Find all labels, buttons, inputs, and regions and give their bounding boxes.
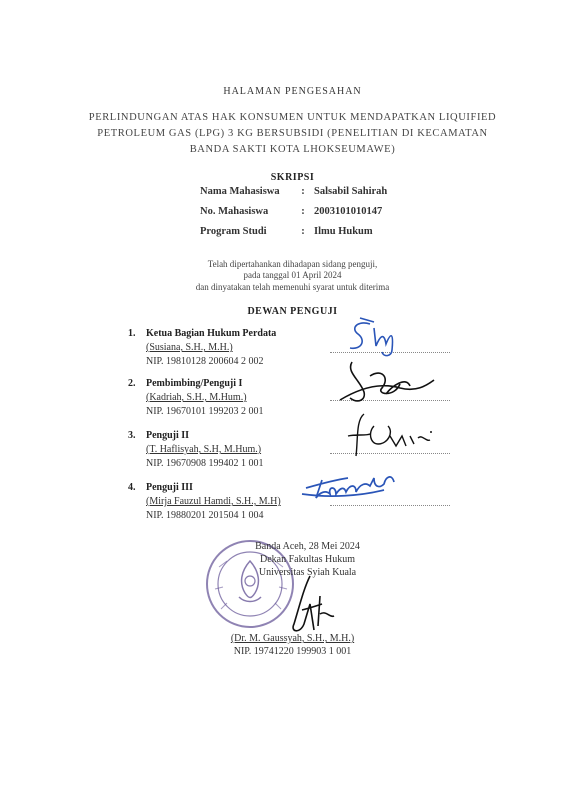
dean-nip: NIP. 19741220 199903 1 001 bbox=[233, 646, 352, 657]
examiner-nip: NIP. 19670101 199203 2 001 bbox=[146, 406, 264, 417]
examiner-name: (T. Haflisyah, S.H, M.Hum.) bbox=[146, 444, 262, 455]
examiner-name: (Kadriah, S.H., M.Hum.) bbox=[146, 392, 247, 403]
examiner-number: 1. bbox=[128, 328, 136, 339]
examiner-role: Ketua Bagian Hukum Perdata bbox=[146, 328, 277, 339]
examiner-board-heading: DEWAN PENGUJI bbox=[247, 306, 338, 317]
university-name: Universitas Syiah Kuala bbox=[258, 567, 357, 578]
study-program-label: Program Studi bbox=[200, 226, 267, 237]
student-number-row bbox=[200, 202, 387, 222]
student-number-value: 2003101010147 bbox=[314, 206, 383, 217]
thesis-title-line-3: BANDA SAKTI KOTA LHOKSEUMAWE) bbox=[189, 144, 396, 155]
thesis-title-line-1: PERLINDUNGAN ATAS HAK KONSUMEN UNTUK MENDAPATKAN LIQUIFIED bbox=[88, 112, 497, 123]
student-name-value: Salsabil Sahirah bbox=[314, 186, 388, 197]
document-type: SKRIPSI bbox=[270, 172, 315, 183]
examiner-role: Penguji II bbox=[146, 430, 190, 441]
dean-name: (Dr. M. Gaussyah, S.H., M.H.) bbox=[230, 633, 355, 644]
signature-examiner-1 bbox=[340, 316, 410, 358]
examiner-name: (Mirja Fauzul Hamdi, S.H., M.H) bbox=[146, 496, 281, 507]
signature-examiner-4 bbox=[300, 462, 410, 504]
defense-note-line-3: dan dinyatakan telah memenuhi syarat untuk diterima bbox=[195, 282, 390, 292]
colon: : bbox=[301, 186, 305, 197]
signature-dean bbox=[280, 574, 340, 638]
study-program-row bbox=[200, 222, 387, 242]
colon: : bbox=[301, 226, 305, 237]
defense-note-line-1: Telah dipertahankan dihadapan sidang penguji, bbox=[207, 259, 378, 269]
examiner-number: 4. bbox=[128, 482, 136, 493]
colon: : bbox=[301, 206, 305, 217]
signature-examiner-2 bbox=[330, 358, 440, 408]
examiner-nip: NIP. 19810128 200604 2 002 bbox=[146, 356, 264, 367]
signature-examiner-3 bbox=[344, 410, 440, 462]
examiner-number: 2. bbox=[128, 378, 136, 389]
examiner-role: Penguji III bbox=[146, 482, 193, 493]
student-info bbox=[200, 182, 387, 242]
student-number-label: No. Mahasiswa bbox=[200, 206, 269, 217]
examiner-nip: NIP. 19670908 199402 1 001 bbox=[146, 458, 264, 469]
dean-position: Dekan Fakultas Hukum bbox=[260, 554, 355, 565]
examiner-nip: NIP. 19880201 201504 1 004 bbox=[146, 510, 264, 521]
place-and-date: Banda Aceh, 28 Mei 2024 bbox=[255, 541, 360, 552]
page-title: HALAMAN PENGESAHAN bbox=[223, 86, 362, 97]
thesis-title-line-2: PETROLEUM GAS (LPG) 3 KG BERSUBSIDI (PENELITIAN DI KECAMATAN bbox=[97, 128, 488, 139]
examiner-number: 3. bbox=[128, 430, 136, 441]
student-name-row bbox=[200, 182, 387, 202]
student-name-label: Nama Mahasiswa bbox=[200, 186, 280, 197]
study-program-value: Ilmu Hukum bbox=[314, 226, 373, 237]
signature-line bbox=[330, 505, 450, 506]
defense-note-line-2: pada tanggal 01 April 2024 bbox=[243, 270, 342, 280]
examiner-name: (Susiana, S.H., M.H.) bbox=[146, 342, 233, 353]
examiner-role: Pembimbing/Penguji I bbox=[146, 378, 243, 389]
